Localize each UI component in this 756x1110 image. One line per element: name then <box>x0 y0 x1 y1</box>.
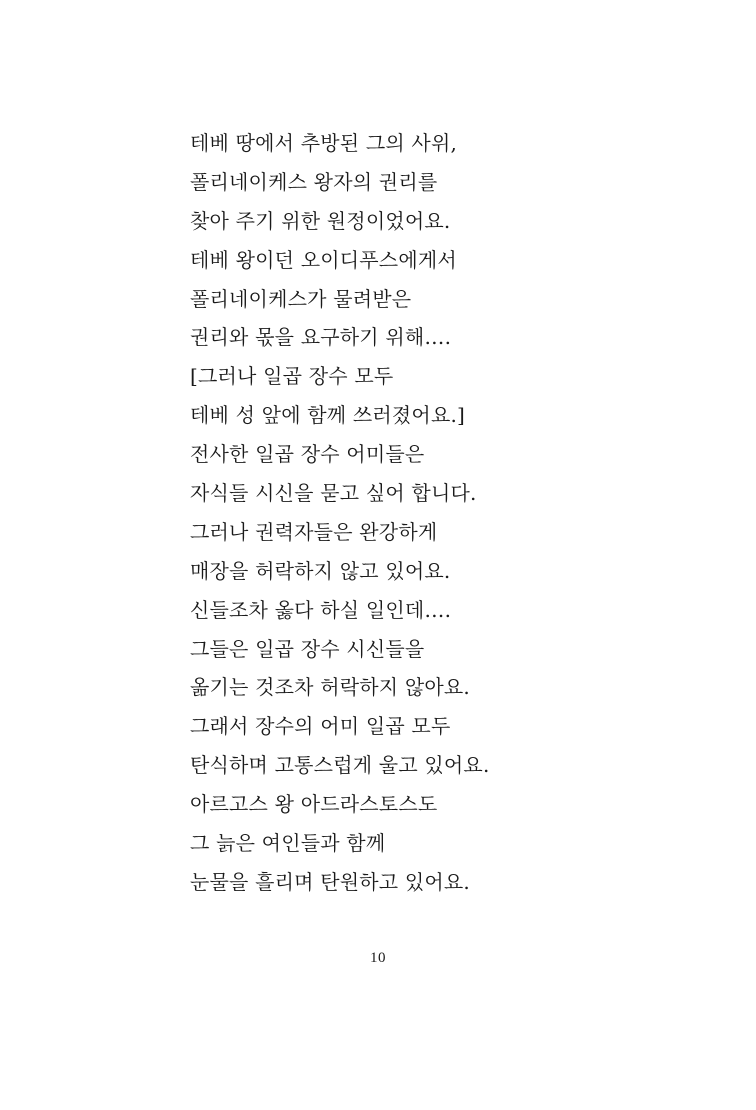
poem-line: 테베 왕이던 오이디푸스에게서 <box>190 247 457 272</box>
poem-line: 폴리네이케스 왕자의 권리를 <box>190 169 438 194</box>
poem-line: [그러나 일곱 장수 모두 <box>190 364 394 389</box>
poem-line: 매장을 허락하지 않고 있어요. <box>190 558 451 583</box>
page-number: 10 <box>370 950 386 966</box>
poem-line: 아르고스 왕 아드라스토스도 <box>190 792 438 817</box>
poem-line: 눈물을 흘리며 탄원하고 있어요. <box>190 869 470 894</box>
poem-line: 옮기는 것조차 허락하지 않아요. <box>190 675 470 700</box>
poem-line: 그래서 장수의 어미 일곱 모두 <box>190 714 451 739</box>
poem-line: 전사한 일곱 장수 어미들은 <box>190 442 425 467</box>
poem-line: 자식들 시신을 묻고 싶어 합니다. <box>190 481 477 506</box>
poem-line: 찾아 주기 위한 원정이었어요. <box>190 208 451 233</box>
poem-line: 권리와 몫을 요구하기 위해…. <box>190 325 452 350</box>
poem-line: 테베 성 앞에 함께 쓰러졌어요.] <box>190 403 466 428</box>
poem-line: 탄식하며 고통스럽게 울고 있어요. <box>190 753 490 778</box>
poem-line: 신들조차 옳다 하실 일인데…. <box>190 597 452 622</box>
poem-line: 그 늙은 여인들과 함께 <box>190 831 386 856</box>
poem-line: 폴리네이케스가 물려받은 <box>190 286 412 311</box>
poem-line: 그러나 권력자들은 완강하게 <box>190 519 438 544</box>
poem-line: 그들은 일곱 장수 시신들을 <box>190 636 425 661</box>
poem-line: 테베 땅에서 추방된 그의 사위, <box>190 131 458 155</box>
poem-text <box>190 124 690 902</box>
